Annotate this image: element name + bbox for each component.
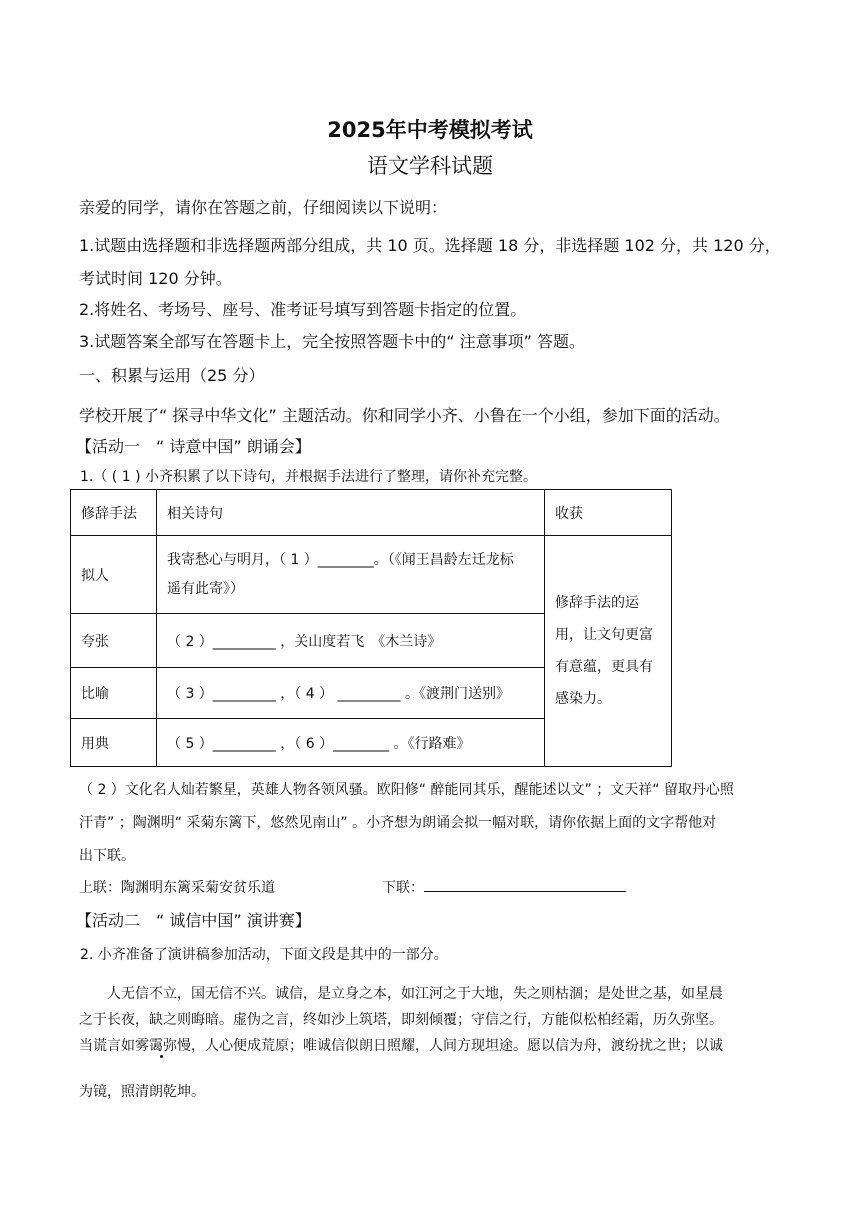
passage-line3: 当谎言如雾霭弥慢，人心便成荒原；唯诚信似朗日照耀，人间方现坦途。愿以信为舟，渡纷扰之世；以诚 bbox=[79, 1038, 723, 1054]
q1-part2-line3: 出下联。 bbox=[79, 848, 135, 864]
answer-blank[interactable] bbox=[424, 877, 626, 892]
poem-cell bbox=[157, 536, 545, 614]
question-2-stem: 2. 小齐准备了演讲稿参加活动，下面文段是其中的一部分。 bbox=[80, 947, 448, 963]
poem-line: 遥有此寄》） bbox=[167, 580, 244, 597]
header-poems: 相关诗句 bbox=[157, 490, 545, 536]
activity2-heading: 【活动二 “ 诚信中国” 演讲赛】 bbox=[76, 911, 311, 930]
header-harvest: 收获 bbox=[545, 490, 672, 536]
poem-cell: （ 3 ）_________ ，（ 4 ） _________ 。《渡荆门送别》 bbox=[157, 668, 545, 719]
rhetoric-table bbox=[70, 489, 672, 767]
couplet-lower-label: 下联： bbox=[382, 880, 424, 896]
exam-subtitle: 语文学科试题 bbox=[367, 154, 493, 178]
emphasis-dot bbox=[160, 1055, 163, 1058]
method-allusion: 用典 bbox=[71, 719, 157, 767]
passage-line1: 人无信不立，国无信不兴。诚信，是立身之本，如江河之于大地，失之则枯涸；是处世之基，如星晨 bbox=[107, 986, 723, 1002]
exam-title: 2025年中考模拟考试 bbox=[327, 118, 533, 142]
theme-intro: 学校开展了“ 探寻中华文化” 主题活动。你和同学小齐、小鲁在一个小组，参加下面的活动。 bbox=[79, 406, 730, 425]
passage-line2: 之于长夜，缺之则晦暗。虚伪之言，终如沙上筑塔，即刻倾覆；守信之行，方能似松柏经霜，历久弥坚。 bbox=[79, 1012, 723, 1028]
instruction-1: 1.试题由选择题和非选择题两部分组成，共 10 页。选择题 18 分，非选择题 102 分，共 120 分， bbox=[79, 236, 781, 255]
question-1-stem: 1.（ ( 1 ) 小齐积累了以下诗句，并根据手法进行了整理，请你补充完整。 bbox=[80, 469, 537, 485]
intro-greeting: 亲爱的同学，请你在答题之前，仔细阅读以下说明： bbox=[79, 198, 448, 217]
harvest-line: 修辞手法的运 bbox=[555, 595, 639, 611]
instruction-1-cont: 考试时间 120 分钟。 bbox=[79, 269, 232, 288]
instruction-3: 3.试题答案全部写在答题卡上，完全按照答题卡中的“ 注意事项” 答题。 bbox=[79, 332, 586, 351]
harvest-line: 有意蕴，更具有 bbox=[555, 659, 653, 675]
couplet-lower bbox=[382, 877, 626, 897]
method-metaphor: 比喻 bbox=[71, 668, 157, 719]
section1-heading: 一、积累与运用（25 分） bbox=[79, 366, 265, 385]
instruction-2: 2.将姓名、考场号、座号、准考证号填写到答题卡指定的位置。 bbox=[79, 300, 527, 319]
q1-part2-line2: 汗青” ；陶渊明“ 采菊东篱下，悠然见南山” 。小齐想为朗诵会拟一幅对联，请你依据上面的文字帮他对 bbox=[79, 815, 717, 831]
harvest-line: 用，让文句更富 bbox=[555, 627, 653, 643]
header-method: 修辞手法 bbox=[71, 490, 157, 536]
passage-line4: 为镜，照清朗乾坤。 bbox=[79, 1084, 205, 1100]
poem-line: 我寄愁心与明月，（ 1 ）________。（《闻王昌龄左迁龙标 bbox=[167, 551, 514, 568]
q1-part2-line1: （ 2 ）文化名人灿若繁星，英雄人物各领风骚。欧阳修“ 醉能同其乐，醒能述以文” ；文天祥“ 留取丹心照 bbox=[79, 782, 734, 798]
activity1-heading: 【活动一 “ 诗意中国” 朗诵会】 bbox=[76, 437, 311, 456]
poem-cell: （ 5 ）_________ ，（ 6 ）________ 。《行路难》 bbox=[157, 719, 545, 767]
poem-cell: （ 2 ）_________ ，关山度若飞 《木兰诗》 bbox=[157, 614, 545, 668]
harvest-cell bbox=[545, 536, 672, 767]
couplet-upper: 上联：陶渊明东篱采菊安贫乐道 bbox=[79, 880, 275, 896]
method-personification: 拟人 bbox=[71, 536, 157, 614]
harvest-line: 感染力。 bbox=[555, 691, 611, 707]
method-exaggeration: 夸张 bbox=[71, 614, 157, 668]
